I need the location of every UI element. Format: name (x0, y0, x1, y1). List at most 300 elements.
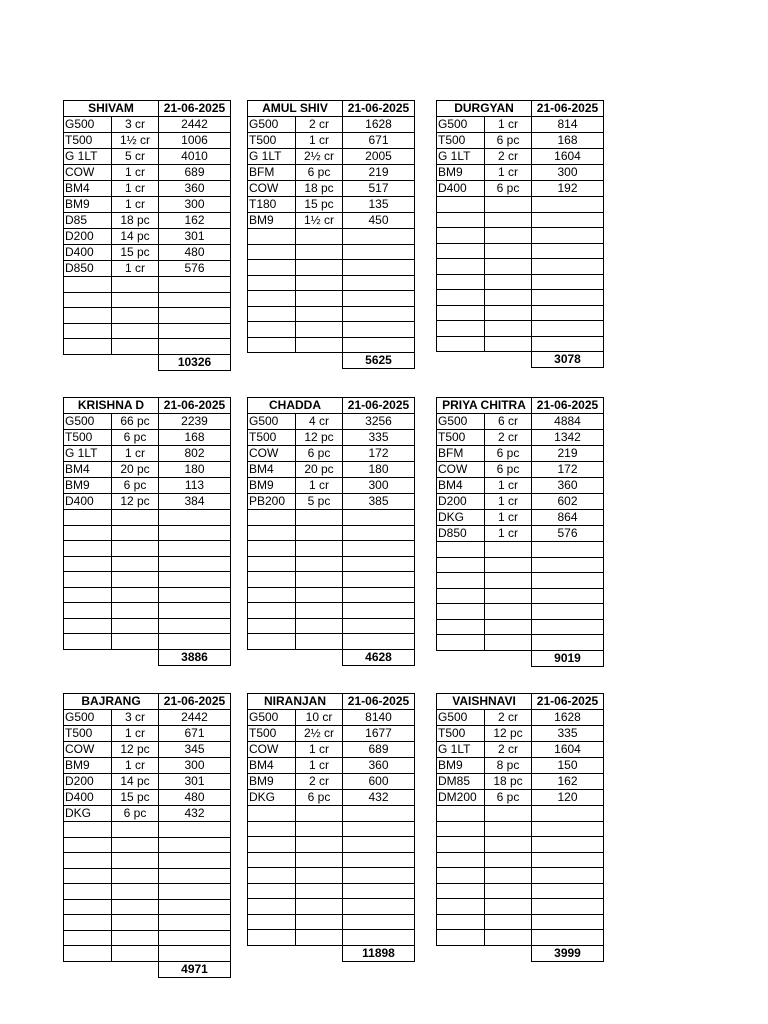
item-amount: 301 (159, 774, 231, 790)
item-quantity: 6 pc (485, 790, 532, 806)
item-code (437, 806, 485, 822)
table-row (64, 930, 231, 946)
item-quantity (296, 587, 343, 603)
item-amount: 1604 (532, 149, 604, 165)
item-code (437, 930, 485, 946)
item-quantity (296, 852, 343, 868)
table-row (64, 117, 231, 133)
item-quantity: 12 pc (485, 726, 532, 742)
item-amount: 2442 (159, 117, 231, 133)
item-amount (343, 260, 415, 276)
item-amount: 8140 (343, 710, 415, 726)
item-amount: 335 (532, 726, 604, 742)
item-amount (532, 930, 604, 946)
item-code (64, 915, 112, 931)
item-code (248, 541, 296, 557)
item-code: D400 (437, 181, 485, 197)
item-quantity (112, 868, 159, 884)
item-amount (343, 291, 415, 307)
table-row (64, 572, 231, 588)
item-code: DM200 (437, 790, 485, 806)
item-code: D200 (437, 494, 485, 510)
item-code: BM9 (437, 758, 485, 774)
order-sheet (436, 100, 604, 368)
item-amount: 3256 (343, 414, 415, 430)
item-quantity (112, 308, 159, 324)
table-row (248, 868, 415, 884)
item-code: G500 (64, 117, 112, 133)
item-amount: 168 (532, 133, 604, 149)
item-code (64, 868, 112, 884)
item-code (248, 556, 296, 572)
item-amount (343, 572, 415, 588)
total-row (248, 353, 415, 369)
total-spacer (64, 354, 159, 370)
item-amount: 172 (343, 446, 415, 462)
sheet-total: 3078 (532, 352, 604, 368)
item-code: COW (248, 181, 296, 197)
item-amount (159, 510, 231, 526)
item-amount: 4884 (532, 414, 604, 430)
item-quantity (112, 525, 159, 541)
item-amount (343, 587, 415, 603)
item-code: BM9 (248, 478, 296, 494)
customer-name: BAJRANG (64, 694, 159, 710)
item-amount (532, 197, 604, 213)
item-amount (343, 618, 415, 634)
table-row (248, 634, 415, 650)
table-row (64, 446, 231, 462)
item-code (437, 557, 485, 573)
item-quantity (485, 837, 532, 853)
item-quantity: 2 cr (485, 710, 532, 726)
table-row (64, 494, 231, 510)
item-quantity: 20 pc (296, 462, 343, 478)
item-quantity: 2 cr (485, 742, 532, 758)
item-quantity (296, 322, 343, 338)
item-quantity (112, 884, 159, 900)
item-quantity: 1 cr (112, 446, 159, 462)
item-amount (159, 587, 231, 603)
item-amount (532, 228, 604, 244)
item-quantity: 5 pc (296, 494, 343, 510)
item-amount (532, 914, 604, 930)
table-row (248, 742, 415, 758)
total-row (437, 352, 604, 368)
item-code (248, 618, 296, 634)
table-row (248, 510, 415, 526)
item-quantity: 14 pc (112, 774, 159, 790)
table-row (437, 228, 604, 244)
item-code (248, 883, 296, 899)
item-code (437, 588, 485, 604)
item-code: DKG (437, 510, 485, 526)
item-amount: 450 (343, 213, 415, 229)
item-amount (343, 229, 415, 245)
table-row (437, 557, 604, 573)
item-quantity: 2½ cr (296, 149, 343, 165)
table-row (64, 414, 231, 430)
item-code (437, 274, 485, 290)
item-quantity (485, 259, 532, 275)
table-row (248, 837, 415, 853)
item-quantity: 8 pc (485, 758, 532, 774)
item-code: G500 (64, 414, 112, 430)
customer-name: SHIVAM (64, 101, 159, 117)
item-code: COW (248, 446, 296, 462)
item-amount (532, 290, 604, 306)
table-row (64, 822, 231, 838)
table-row (248, 430, 415, 446)
order-sheet (436, 693, 604, 962)
item-quantity: 15 pc (112, 790, 159, 806)
item-code: T500 (248, 726, 296, 742)
item-quantity (296, 541, 343, 557)
item-quantity (296, 244, 343, 260)
item-quantity (485, 274, 532, 290)
item-amount: 864 (532, 510, 604, 526)
item-code (64, 634, 112, 650)
item-quantity (112, 603, 159, 619)
item-amount (532, 243, 604, 259)
item-amount (532, 635, 604, 651)
item-amount (159, 323, 231, 339)
item-code: G 1LT (64, 149, 112, 165)
table-row (248, 275, 415, 291)
item-amount (159, 915, 231, 931)
item-amount (532, 305, 604, 321)
table-row (64, 946, 231, 962)
item-quantity (112, 572, 159, 588)
table-row (248, 726, 415, 742)
item-code: BM4 (248, 758, 296, 774)
item-quantity (485, 243, 532, 259)
item-quantity (296, 291, 343, 307)
item-amount: 172 (532, 462, 604, 478)
item-code (248, 337, 296, 353)
item-code (437, 243, 485, 259)
item-quantity: 18 pc (112, 213, 159, 229)
item-amount: 689 (159, 165, 231, 181)
sheet-date: 21-06-2025 (159, 101, 231, 117)
total-spacer (437, 945, 532, 961)
item-code (437, 899, 485, 915)
item-code: BM4 (64, 181, 112, 197)
item-quantity: 1 cr (296, 133, 343, 149)
table-row (437, 774, 604, 790)
item-quantity: 1 cr (485, 165, 532, 181)
item-amount (343, 337, 415, 353)
table-row (437, 573, 604, 589)
table-row (437, 852, 604, 868)
item-amount (343, 541, 415, 557)
item-amount: 1628 (343, 117, 415, 133)
item-quantity (296, 837, 343, 853)
item-amount (159, 868, 231, 884)
item-quantity: 12 pc (296, 430, 343, 446)
table-row (64, 245, 231, 261)
item-amount: 360 (343, 758, 415, 774)
item-amount (532, 883, 604, 899)
item-quantity: 1 cr (485, 494, 532, 510)
item-code: T500 (64, 133, 112, 149)
total-spacer (64, 649, 159, 665)
item-amount (532, 837, 604, 853)
item-amount (343, 244, 415, 260)
item-amount: 162 (159, 213, 231, 229)
table-row (64, 197, 231, 213)
item-code: G500 (437, 117, 485, 133)
item-quantity: 6 pc (112, 430, 159, 446)
item-quantity (112, 556, 159, 572)
table-row (64, 742, 231, 758)
item-code (64, 510, 112, 526)
item-code (64, 853, 112, 869)
item-quantity (485, 290, 532, 306)
item-amount (343, 556, 415, 572)
item-amount (159, 634, 231, 650)
item-code (437, 542, 485, 558)
order-sheet (63, 693, 231, 978)
table-row (64, 618, 231, 634)
item-quantity (485, 604, 532, 620)
total-spacer (248, 649, 343, 665)
table-row (437, 526, 604, 542)
table-row (437, 274, 604, 290)
table-row (64, 277, 231, 293)
item-code (248, 930, 296, 946)
item-quantity: 2 cr (485, 149, 532, 165)
item-code: G500 (437, 710, 485, 726)
item-amount: 814 (532, 117, 604, 133)
customer-name: KRISHNA D (64, 398, 159, 414)
item-quantity (112, 634, 159, 650)
table-row (248, 541, 415, 557)
item-code: T500 (437, 133, 485, 149)
table-row (437, 899, 604, 915)
table-row (248, 446, 415, 462)
table-row (64, 292, 231, 308)
item-quantity: 1 cr (112, 726, 159, 742)
item-code: COW (248, 742, 296, 758)
item-quantity (485, 557, 532, 573)
table-row (64, 149, 231, 165)
item-code (64, 572, 112, 588)
item-amount: 689 (343, 742, 415, 758)
table-row (248, 883, 415, 899)
item-quantity: 2½ cr (296, 726, 343, 742)
item-code (64, 837, 112, 853)
item-amount (343, 837, 415, 853)
item-code (437, 821, 485, 837)
item-code: T500 (64, 726, 112, 742)
table-row (248, 462, 415, 478)
item-code: G 1LT (64, 446, 112, 462)
item-quantity: 1 cr (485, 117, 532, 133)
table-row (437, 758, 604, 774)
item-code: BM9 (64, 197, 112, 213)
item-quantity: 15 pc (112, 245, 159, 261)
item-quantity (112, 899, 159, 915)
table-row (248, 556, 415, 572)
item-amount: 2442 (159, 710, 231, 726)
table-row (248, 133, 415, 149)
sheet-total: 4628 (343, 649, 415, 665)
item-amount: 300 (532, 165, 604, 181)
item-code: T180 (248, 197, 296, 213)
item-quantity (296, 914, 343, 930)
table-row (64, 774, 231, 790)
table-row (437, 290, 604, 306)
item-quantity: 4 cr (296, 414, 343, 430)
item-quantity: 6 pc (485, 133, 532, 149)
item-quantity: 1 cr (296, 758, 343, 774)
item-amount: 602 (532, 494, 604, 510)
item-amount: 219 (343, 165, 415, 181)
item-quantity (112, 837, 159, 853)
item-amount (343, 603, 415, 619)
table-row (437, 914, 604, 930)
item-code (248, 306, 296, 322)
item-code (437, 883, 485, 899)
item-amount (159, 884, 231, 900)
item-quantity: 20 pc (112, 462, 159, 478)
customer-name: PRIYA CHITRA (437, 398, 532, 414)
table-row (437, 414, 604, 430)
table-row (64, 133, 231, 149)
table-row (64, 510, 231, 526)
item-code (64, 946, 112, 962)
item-quantity (296, 510, 343, 526)
item-amount: 600 (343, 774, 415, 790)
item-quantity (485, 635, 532, 651)
item-quantity: 2 cr (485, 430, 532, 446)
table-row (64, 884, 231, 900)
item-amount (532, 868, 604, 884)
item-quantity (296, 556, 343, 572)
item-amount (159, 339, 231, 355)
item-quantity (296, 572, 343, 588)
item-quantity (485, 573, 532, 589)
item-quantity (112, 323, 159, 339)
item-amount: 1006 (159, 133, 231, 149)
table-row (248, 244, 415, 260)
table-row (437, 117, 604, 133)
item-amount: 219 (532, 446, 604, 462)
item-quantity: 14 pc (112, 229, 159, 245)
item-quantity (112, 946, 159, 962)
item-amount: 335 (343, 430, 415, 446)
item-quantity: 1 cr (485, 526, 532, 542)
item-code (437, 259, 485, 275)
item-quantity: 6 pc (296, 446, 343, 462)
table-row (64, 837, 231, 853)
item-quantity: 3 cr (112, 710, 159, 726)
table-row (437, 494, 604, 510)
item-code (64, 884, 112, 900)
item-amount (532, 212, 604, 228)
item-code (437, 573, 485, 589)
item-code: BM4 (248, 462, 296, 478)
item-code: DKG (64, 806, 112, 822)
table-row (248, 618, 415, 634)
item-quantity: 6 pc (485, 446, 532, 462)
item-quantity (485, 588, 532, 604)
item-code (437, 837, 485, 853)
item-amount: 432 (159, 806, 231, 822)
item-quantity (112, 853, 159, 869)
item-quantity (485, 336, 532, 352)
item-code: BFM (437, 446, 485, 462)
table-row (248, 197, 415, 213)
customer-name: AMUL SHIV (248, 101, 343, 117)
item-code (437, 212, 485, 228)
item-code (248, 899, 296, 915)
item-code (64, 323, 112, 339)
item-amount (343, 634, 415, 650)
item-code: G 1LT (437, 149, 485, 165)
customer-name: VAISHNAVI (437, 694, 532, 710)
sheet-total: 3886 (159, 649, 231, 665)
item-quantity (112, 930, 159, 946)
item-amount (532, 604, 604, 620)
table-row (64, 181, 231, 197)
item-quantity (485, 821, 532, 837)
item-quantity: 6 cr (485, 414, 532, 430)
sheet-date: 21-06-2025 (343, 694, 415, 710)
item-quantity (485, 852, 532, 868)
item-code (437, 197, 485, 213)
item-code (248, 525, 296, 541)
item-code (437, 868, 485, 884)
item-quantity (296, 306, 343, 322)
item-amount (159, 822, 231, 838)
item-quantity (296, 883, 343, 899)
item-code (437, 290, 485, 306)
item-code (248, 868, 296, 884)
item-amount: 168 (159, 430, 231, 446)
item-quantity (296, 806, 343, 822)
item-code: PB200 (248, 494, 296, 510)
item-amount: 345 (159, 742, 231, 758)
item-amount (159, 292, 231, 308)
item-quantity: 1 cr (112, 261, 159, 277)
table-row (64, 587, 231, 603)
item-quantity (112, 292, 159, 308)
item-code (248, 806, 296, 822)
item-amount: 180 (343, 462, 415, 478)
item-code: D400 (64, 245, 112, 261)
item-quantity: 6 pc (485, 181, 532, 197)
table-row (248, 260, 415, 276)
item-amount (159, 541, 231, 557)
table-row (64, 213, 231, 229)
item-code (248, 914, 296, 930)
customer-name: DURGYAN (437, 101, 532, 117)
table-row (248, 758, 415, 774)
item-code: DKG (248, 790, 296, 806)
sheet-total: 9019 (532, 650, 604, 666)
sheet-date: 21-06-2025 (159, 398, 231, 414)
item-amount (532, 542, 604, 558)
table-row (437, 446, 604, 462)
item-quantity: 1 cr (112, 758, 159, 774)
total-row (64, 649, 231, 665)
item-quantity: 6 pc (296, 790, 343, 806)
item-amount (343, 322, 415, 338)
item-amount (532, 259, 604, 275)
table-row (248, 117, 415, 133)
